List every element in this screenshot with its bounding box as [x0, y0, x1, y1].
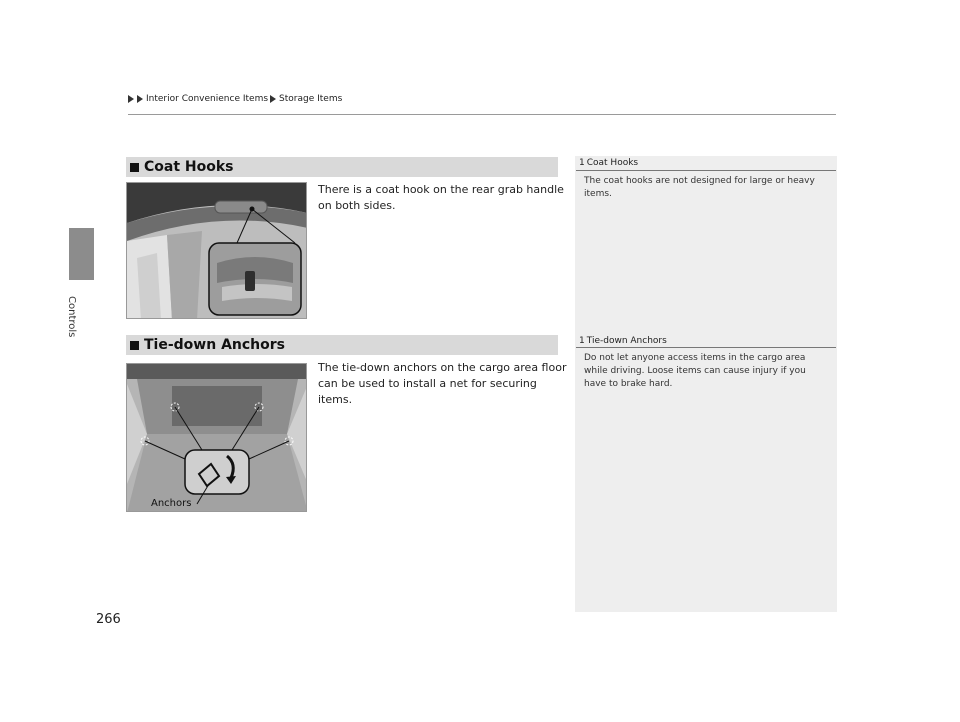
breadcrumb-arrow-icon: [128, 95, 134, 103]
breadcrumb-arrow-icon: [270, 95, 276, 103]
square-bullet-icon: [130, 163, 139, 172]
note-title-coat-hooks: 1 Coat Hooks: [579, 158, 639, 168]
section-heading-tie-down: Tie-down Anchors: [126, 335, 558, 355]
note-divider: [576, 170, 836, 171]
breadcrumb-arrow-icon: [137, 95, 143, 103]
breadcrumb: [128, 94, 342, 104]
page-number: 266: [96, 612, 121, 627]
note-title-tie-down: 1 Tie-down Anchors: [579, 336, 667, 346]
note-text-coat-hooks: The coat hooks are not designed for large or heavy items.: [584, 176, 815, 199]
note-text-tie-down: Do not let anyone access items in the cargo area while driving. Loose items can cause injury if you have to brake hard.: [584, 353, 806, 389]
tie-down-anchor-illustration: [126, 363, 307, 512]
breadcrumb-item-interior: Interior Convenience Items: [146, 94, 269, 104]
note-divider: [576, 347, 836, 348]
note-number: 1: [579, 336, 585, 346]
square-bullet-icon: [130, 341, 139, 350]
note-number: 1: [579, 158, 585, 168]
section-heading-coat-hooks: Coat Hooks: [126, 157, 558, 177]
coat-hook-illustration: [126, 182, 307, 319]
chapter-label: Controls: [66, 296, 77, 338]
breadcrumb-item-storage: Storage Items: [279, 94, 343, 104]
body-text-coat-hooks: There is a coat hook on the rear grab handle on both sides.: [318, 183, 564, 212]
anchors-callout-label: Anchors: [151, 498, 192, 509]
header-divider: [128, 114, 836, 115]
body-text-tie-down: The tie-down anchors on the cargo area floor can be used to install a net for securing items.: [318, 361, 567, 406]
chapter-tab: [69, 228, 94, 280]
